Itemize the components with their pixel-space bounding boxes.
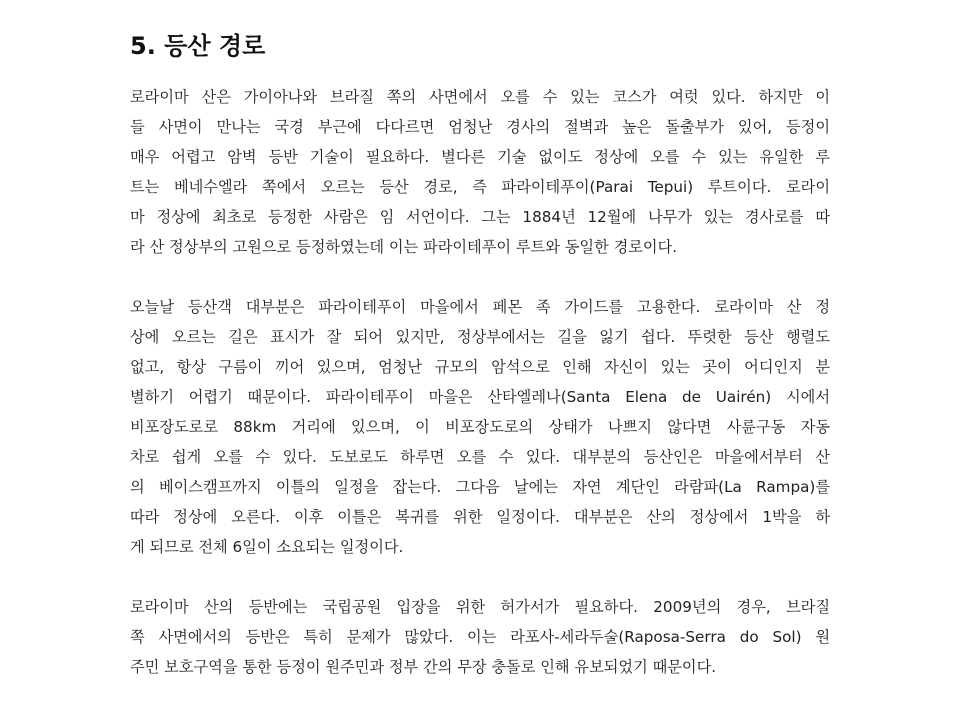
paragraph-gap [130,262,830,292]
text-line: 상에 오르는 길은 표시가 잘 되어 있지만, 정상부에서는 길을 잃기 쉽다. 뚜렷한 등산 행렬도 [130,328,830,346]
text-line: 라 산 정상부의 고원으로 등정하였는데 이는 파라이테푸이 루트와 동일한 경로이다. [130,238,678,256]
paragraph-3 [130,592,830,682]
text-line: 오늘날 등산객 대부분은 파라이테푸이 마을에서 페몬 족 가이드를 고용한다. 로라이마 산 정 [130,298,830,316]
text-line: 로라이마 산은 가이아나와 브라질 쪽의 사면에서 오를 수 있는 코스가 여럿 있다. 하지만 이 [130,88,830,106]
paragraph-2 [130,292,830,562]
text-line: 트는 베네수엘라 쪽에서 오르는 등산 경로, 즉 파라이테푸이(Parai Tepui) 루트이다. 로라이 [130,178,830,196]
paragraph-1 [130,82,830,262]
text-line: 로라이마 산의 등반에는 국립공원 입장을 위한 허가서가 필요하다. 2009년의 경우, 브라질 [130,598,830,616]
paragraph-gap [130,562,830,592]
document-page [130,30,830,682]
section-heading: 5. 등산 경로 [130,32,266,60]
text-line: 비포장도로로 88km 거리에 있으며, 이 비포장도로의 상태가 나쁘지 않다면 사륜구동 자동 [130,418,830,436]
text-line: 따라 정상에 오른다. 이후 이틀은 복귀를 위한 일정이다. 대부분은 산의 정상에서 1박을 하 [130,508,830,526]
text-line: 게 되므로 전체 6일이 소요되는 일정이다. [130,538,404,556]
text-line: 의 베이스캠프까지 이틀의 일정을 잡는다. 그다음 날에는 자연 계단인 라람파(La Rampa)를 [130,478,830,496]
text-line: 쪽 사면에서의 등반은 특히 문제가 많았다. 이는 라포사-세라두술(Raposa-Serra do Sol) 원 [130,628,830,646]
text-line: 들 사면이 만나는 국경 부근에 다다르면 엄청난 경사의 절벽과 높은 돌출부가 있어, 등정이 [130,118,830,136]
text-line: 주민 보호구역을 통한 등정이 원주민과 정부 간의 무장 충돌로 인해 유보되었기 때문이다. [130,658,717,676]
text-line: 없고, 항상 구름이 끼어 있으며, 엄청난 규모의 암석으로 인해 자신이 있는 곳이 어디인지 분 [130,358,830,376]
text-line: 마 정상에 최초로 등정한 사람은 임 서언이다. 그는 1884년 12월에 나무가 있는 경사로를 따 [130,208,830,226]
text-line: 차로 쉽게 오를 수 있다. 도보로도 하루면 오를 수 있다. 대부분의 등산인은 마을에서부터 산 [130,448,830,466]
text-line: 별하기 어렵기 때문이다. 파라이테푸이 마을은 산타엘레나(Santa Elena de Uairén) 시에서 [130,388,830,406]
text-line: 매우 어렵고 암벽 등반 기술이 필요하다. 별다른 기술 없이도 정상에 오를 수 있는 유일한 루 [130,148,830,166]
